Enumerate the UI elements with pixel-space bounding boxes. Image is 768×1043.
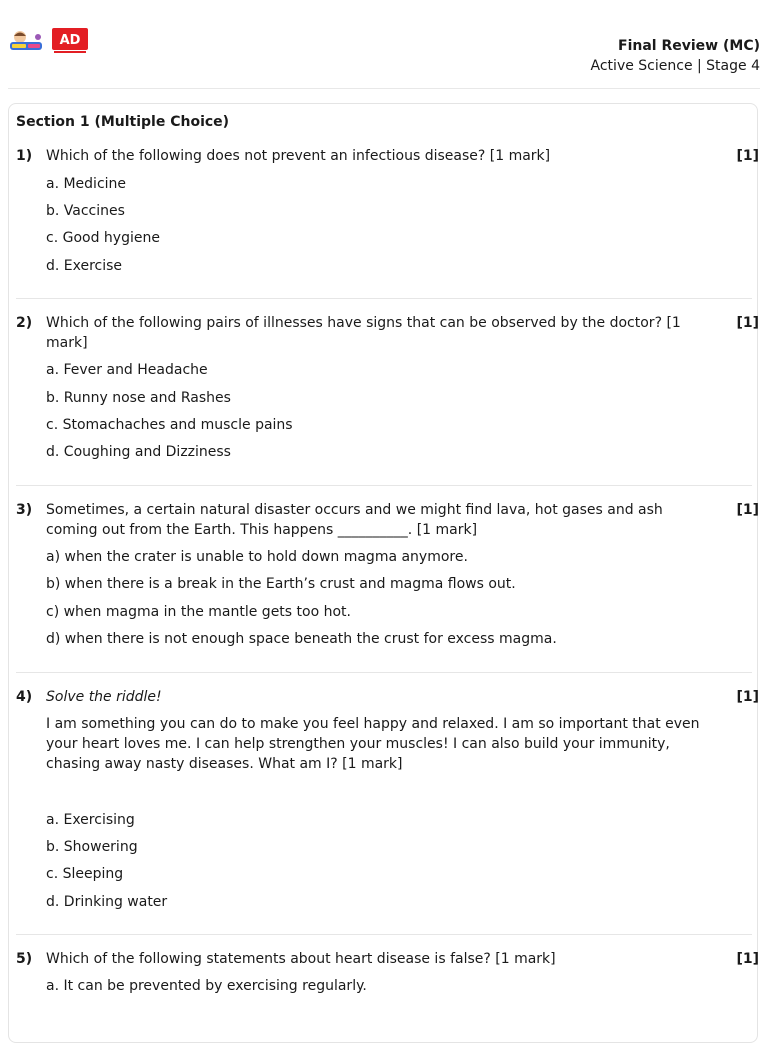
document-subtitle: Active Science | Stage 4	[590, 58, 760, 74]
option-b[interactable]: b. Runny nose and Rashes	[46, 390, 231, 406]
ad-logo-icon	[52, 28, 88, 54]
option-a[interactable]: a. It can be prevented by exercising regularly.	[46, 978, 367, 994]
question-text: Sometimes, a certain natural disaster occurs and we might find lava, hot gases and ash coming out from the Earth. This happens __________. [1 mark]	[46, 502, 663, 538]
option-a[interactable]: a. Exercising	[46, 812, 135, 828]
header-divider	[8, 88, 760, 89]
option-b[interactable]: b. Vaccines	[46, 203, 125, 219]
option-a[interactable]: a) when the crater is unable to hold down magma anymore.	[46, 549, 468, 565]
question-mark: [1]	[736, 951, 759, 967]
option-d[interactable]: d. Exercise	[46, 258, 123, 274]
question-mark: [1]	[736, 689, 759, 705]
question-divider	[16, 298, 752, 299]
question-text: Which of the following statements about heart disease is false? [1 mark]	[46, 951, 556, 967]
question-mark: [1]	[736, 148, 759, 164]
question-number: 2)	[16, 315, 33, 331]
document-title: Final Review (MC)	[618, 38, 760, 54]
page-header	[0, 0, 768, 88]
option-d[interactable]: d) when there is not enough space beneath the crust for excess magma.	[46, 631, 557, 647]
option-c[interactable]: c) when magma in the mantle gets too hot.	[46, 604, 351, 620]
option-d[interactable]: d. Coughing and Dizziness	[46, 444, 231, 460]
header-info	[591, 36, 760, 76]
logo-group	[8, 28, 88, 54]
second-life-mascot-logo-icon	[8, 28, 46, 54]
option-c[interactable]: c. Good hygiene	[46, 230, 160, 246]
svg-text:AD: AD	[59, 33, 81, 48]
option-c[interactable]: c. Sleeping	[46, 866, 124, 882]
option-a[interactable]: a. Fever and Headache	[46, 362, 208, 378]
question-mark: [1]	[736, 502, 759, 518]
question-text: I am something you can do to make you feel happy and relaxed. I am so important that even your heart loves me. I can help strengthen your muscles! I can also build your immunity, chasing away nasty diseases. What am I? [1 mark]	[46, 716, 700, 772]
question-number: 4)	[16, 689, 33, 705]
question-mark: [1]	[736, 315, 759, 331]
question-number: 5)	[16, 951, 33, 967]
option-a[interactable]: a. Medicine	[46, 176, 127, 192]
riddle-label: Solve the riddle!	[46, 689, 162, 705]
question-divider	[16, 672, 752, 673]
question-number: 1)	[16, 148, 33, 164]
section-title: Section 1 (Multiple Choice)	[16, 114, 230, 130]
option-b[interactable]: b) when there is a break in the Earth’s crust and magma flows out.	[46, 576, 516, 592]
question-divider	[16, 485, 752, 486]
question-text: Which of the following does not prevent an infectious disease? [1 mark]	[46, 148, 551, 164]
option-b[interactable]: b. Showering	[46, 839, 138, 855]
question-number: 3)	[16, 502, 33, 518]
option-c[interactable]: c. Stomachaches and muscle pains	[46, 417, 293, 433]
question-divider	[16, 934, 752, 935]
question-text: Which of the following pairs of illnesses have signs that can be observed by the doctor? [1 mark]	[46, 315, 681, 351]
option-d[interactable]: d. Drinking water	[46, 894, 168, 910]
